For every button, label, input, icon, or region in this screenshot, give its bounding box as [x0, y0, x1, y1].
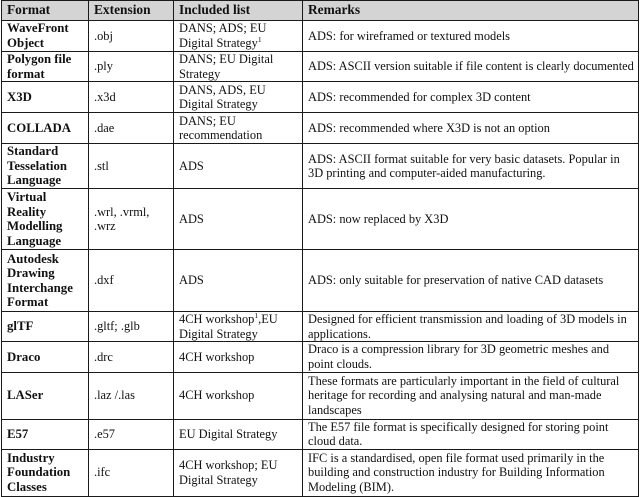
extension-cell	[89, 21, 174, 52]
remarks-cell-text: ADS: for wireframed or textured models	[308, 28, 510, 43]
footnote-marker: 1	[254, 311, 259, 321]
included-list-text-cont: ,EU Digital Strategy	[179, 312, 278, 341]
remarks-cell	[303, 250, 639, 312]
table-row	[2, 21, 639, 52]
header-row	[2, 1, 639, 21]
extension-cell	[89, 82, 174, 113]
remarks-cell-text: ADS: ASCII format suitable for very basic datasets. Popular in 3D printing and computer-aided manufacturing.	[308, 151, 620, 181]
extension-cell	[89, 312, 174, 342]
format-cell	[2, 52, 89, 82]
header-remarks: Remarks	[303, 1, 639, 21]
table-row	[2, 144, 639, 189]
extension-cell-text: .dae	[94, 120, 115, 135]
remarks-cell-text: Designed for efficient transmission and loading of 3D models in applications.	[308, 312, 627, 341]
format-cell-text: Draco	[7, 349, 41, 364]
table-row	[2, 312, 639, 342]
table-row	[2, 342, 639, 372]
included-list-cell	[174, 189, 303, 250]
format-cell	[2, 342, 89, 372]
included-list-cell	[174, 419, 303, 449]
remarks-cell	[303, 312, 639, 342]
table-row	[2, 82, 639, 113]
remarks-cell	[303, 144, 639, 189]
included-list-cell-text: EU Digital Strategy	[179, 426, 278, 441]
extension-cell	[89, 449, 174, 496]
extension-cell	[89, 372, 174, 419]
header-included-list: Included list	[174, 1, 303, 21]
extension-cell	[89, 342, 174, 372]
format-cell	[2, 113, 89, 144]
included-list-cell	[174, 82, 303, 113]
format-cell	[2, 82, 89, 113]
footnote-marker: 1	[257, 34, 262, 44]
format-cell-text: Virtual Reality Modelling Language	[7, 190, 63, 248]
format-cell-text: glTF	[7, 319, 34, 334]
file-formats-table	[1, 0, 639, 497]
remarks-cell	[303, 449, 639, 496]
format-cell-text: E57	[7, 426, 29, 441]
format-cell-text: COLLADA	[7, 120, 71, 135]
extension-cell	[89, 113, 174, 144]
extension-cell-text: .x3d	[94, 89, 116, 104]
extension-cell-text: .laz /.las	[94, 388, 135, 403]
remarks-cell	[303, 52, 639, 82]
included-list-cell	[174, 372, 303, 419]
format-cell	[2, 189, 89, 250]
remarks-cell-text: IFC is a standardised, open file format used primarily in the building and construction industry for Building Information Modeling (BIM).	[308, 450, 605, 495]
remarks-cell-text: ADS: recommended for complex 3D content	[308, 89, 531, 104]
extension-cell	[89, 189, 174, 250]
format-cell-text: Standard Tesselation Language	[7, 144, 67, 188]
included-list-cell-text: 4CH workshop; EU Digital Strategy	[179, 458, 278, 487]
included-list-cell-text: 4CH workshop	[179, 312, 255, 327]
format-cell	[2, 144, 89, 189]
extension-cell	[89, 250, 174, 312]
remarks-cell-text: ADS: ASCII version suitable if file content is clearly documented	[308, 59, 634, 74]
table-body	[2, 21, 639, 497]
extension-cell-text: .gltf; .glb	[94, 319, 140, 334]
remarks-cell	[303, 21, 639, 52]
table-row	[2, 250, 639, 312]
remarks-cell	[303, 419, 639, 449]
format-cell	[2, 312, 89, 342]
included-list-cell	[174, 52, 303, 82]
format-cell	[2, 449, 89, 496]
extension-cell-text: .stl	[94, 158, 109, 173]
remarks-cell	[303, 342, 639, 372]
extension-cell	[89, 52, 174, 82]
format-cell-text: Industry Foundation Classes	[7, 450, 71, 495]
remarks-cell-text: Draco is a compression library for 3D geometric meshes and point clouds.	[308, 342, 610, 371]
table-row	[2, 449, 639, 496]
remarks-cell	[303, 189, 639, 250]
remarks-cell	[303, 113, 639, 144]
remarks-cell-text: ADS: only suitable for preservation of native CAD datasets	[308, 273, 604, 288]
extension-cell-text: .wrl, .vrml, .wrz	[94, 204, 150, 234]
remarks-cell	[303, 82, 639, 113]
included-list-cell-text: DANS; EU Digital Strategy	[179, 52, 274, 81]
table-row	[2, 372, 639, 419]
included-list-cell-text: DANS; EU recommendation	[179, 113, 263, 143]
format-cell-text: Autodesk Drawing Interchange Format	[7, 251, 73, 310]
table-row	[2, 189, 639, 250]
remarks-cell-text: The E57 file format is specifically designed for storing point cloud data.	[308, 419, 609, 449]
format-cell-text: Polygon file format	[7, 52, 72, 81]
included-list-cell	[174, 342, 303, 372]
included-list-cell	[174, 250, 303, 312]
table-row	[2, 52, 639, 82]
included-list-cell	[174, 21, 303, 52]
remarks-cell	[303, 372, 639, 419]
format-cell	[2, 372, 89, 419]
extension-cell-text: .ply	[94, 59, 113, 74]
included-list-cell-text: DANS; ADS; EU Digital Strategy	[179, 21, 267, 50]
format-cell-text: X3D	[7, 89, 32, 104]
extension-cell-text: .drc	[94, 349, 113, 364]
table-row	[2, 113, 639, 144]
table-row	[2, 419, 639, 449]
extension-cell-text: .obj	[94, 28, 113, 43]
format-cell-text: WaveFront Object	[7, 21, 69, 50]
included-list-cell	[174, 312, 303, 342]
extension-cell-text: .ifc	[94, 465, 111, 480]
header-extension: Extension	[89, 1, 174, 21]
format-cell-text: LASer	[7, 388, 44, 403]
format-cell	[2, 250, 89, 312]
included-list-cell-text: ADS	[179, 211, 204, 226]
included-list-cell-text: DANS, ADS, EU Digital Strategy	[179, 82, 266, 112]
extension-cell-text: .e57	[94, 426, 115, 441]
included-list-cell	[174, 144, 303, 189]
extension-cell	[89, 419, 174, 449]
extension-cell	[89, 144, 174, 189]
extension-cell-text: .dxf	[94, 273, 114, 288]
included-list-cell	[174, 449, 303, 496]
remarks-cell-text: These formats are particularly important in the field of cultural heritage for recording and analysing natural and man-made landscapes	[308, 373, 620, 417]
remarks-cell-text: ADS: now replaced by X3D	[308, 211, 449, 226]
included-list-cell-text: 4CH workshop	[179, 349, 255, 364]
included-list-cell-text: 4CH workshop	[179, 388, 255, 403]
included-list-cell	[174, 113, 303, 144]
remarks-cell-text: ADS: recommended where X3D is not an option	[308, 120, 550, 135]
included-list-cell-text: ADS	[179, 158, 204, 173]
header-format: Format	[2, 1, 89, 21]
format-cell	[2, 21, 89, 52]
format-cell	[2, 419, 89, 449]
included-list-cell-text: ADS	[179, 273, 204, 288]
